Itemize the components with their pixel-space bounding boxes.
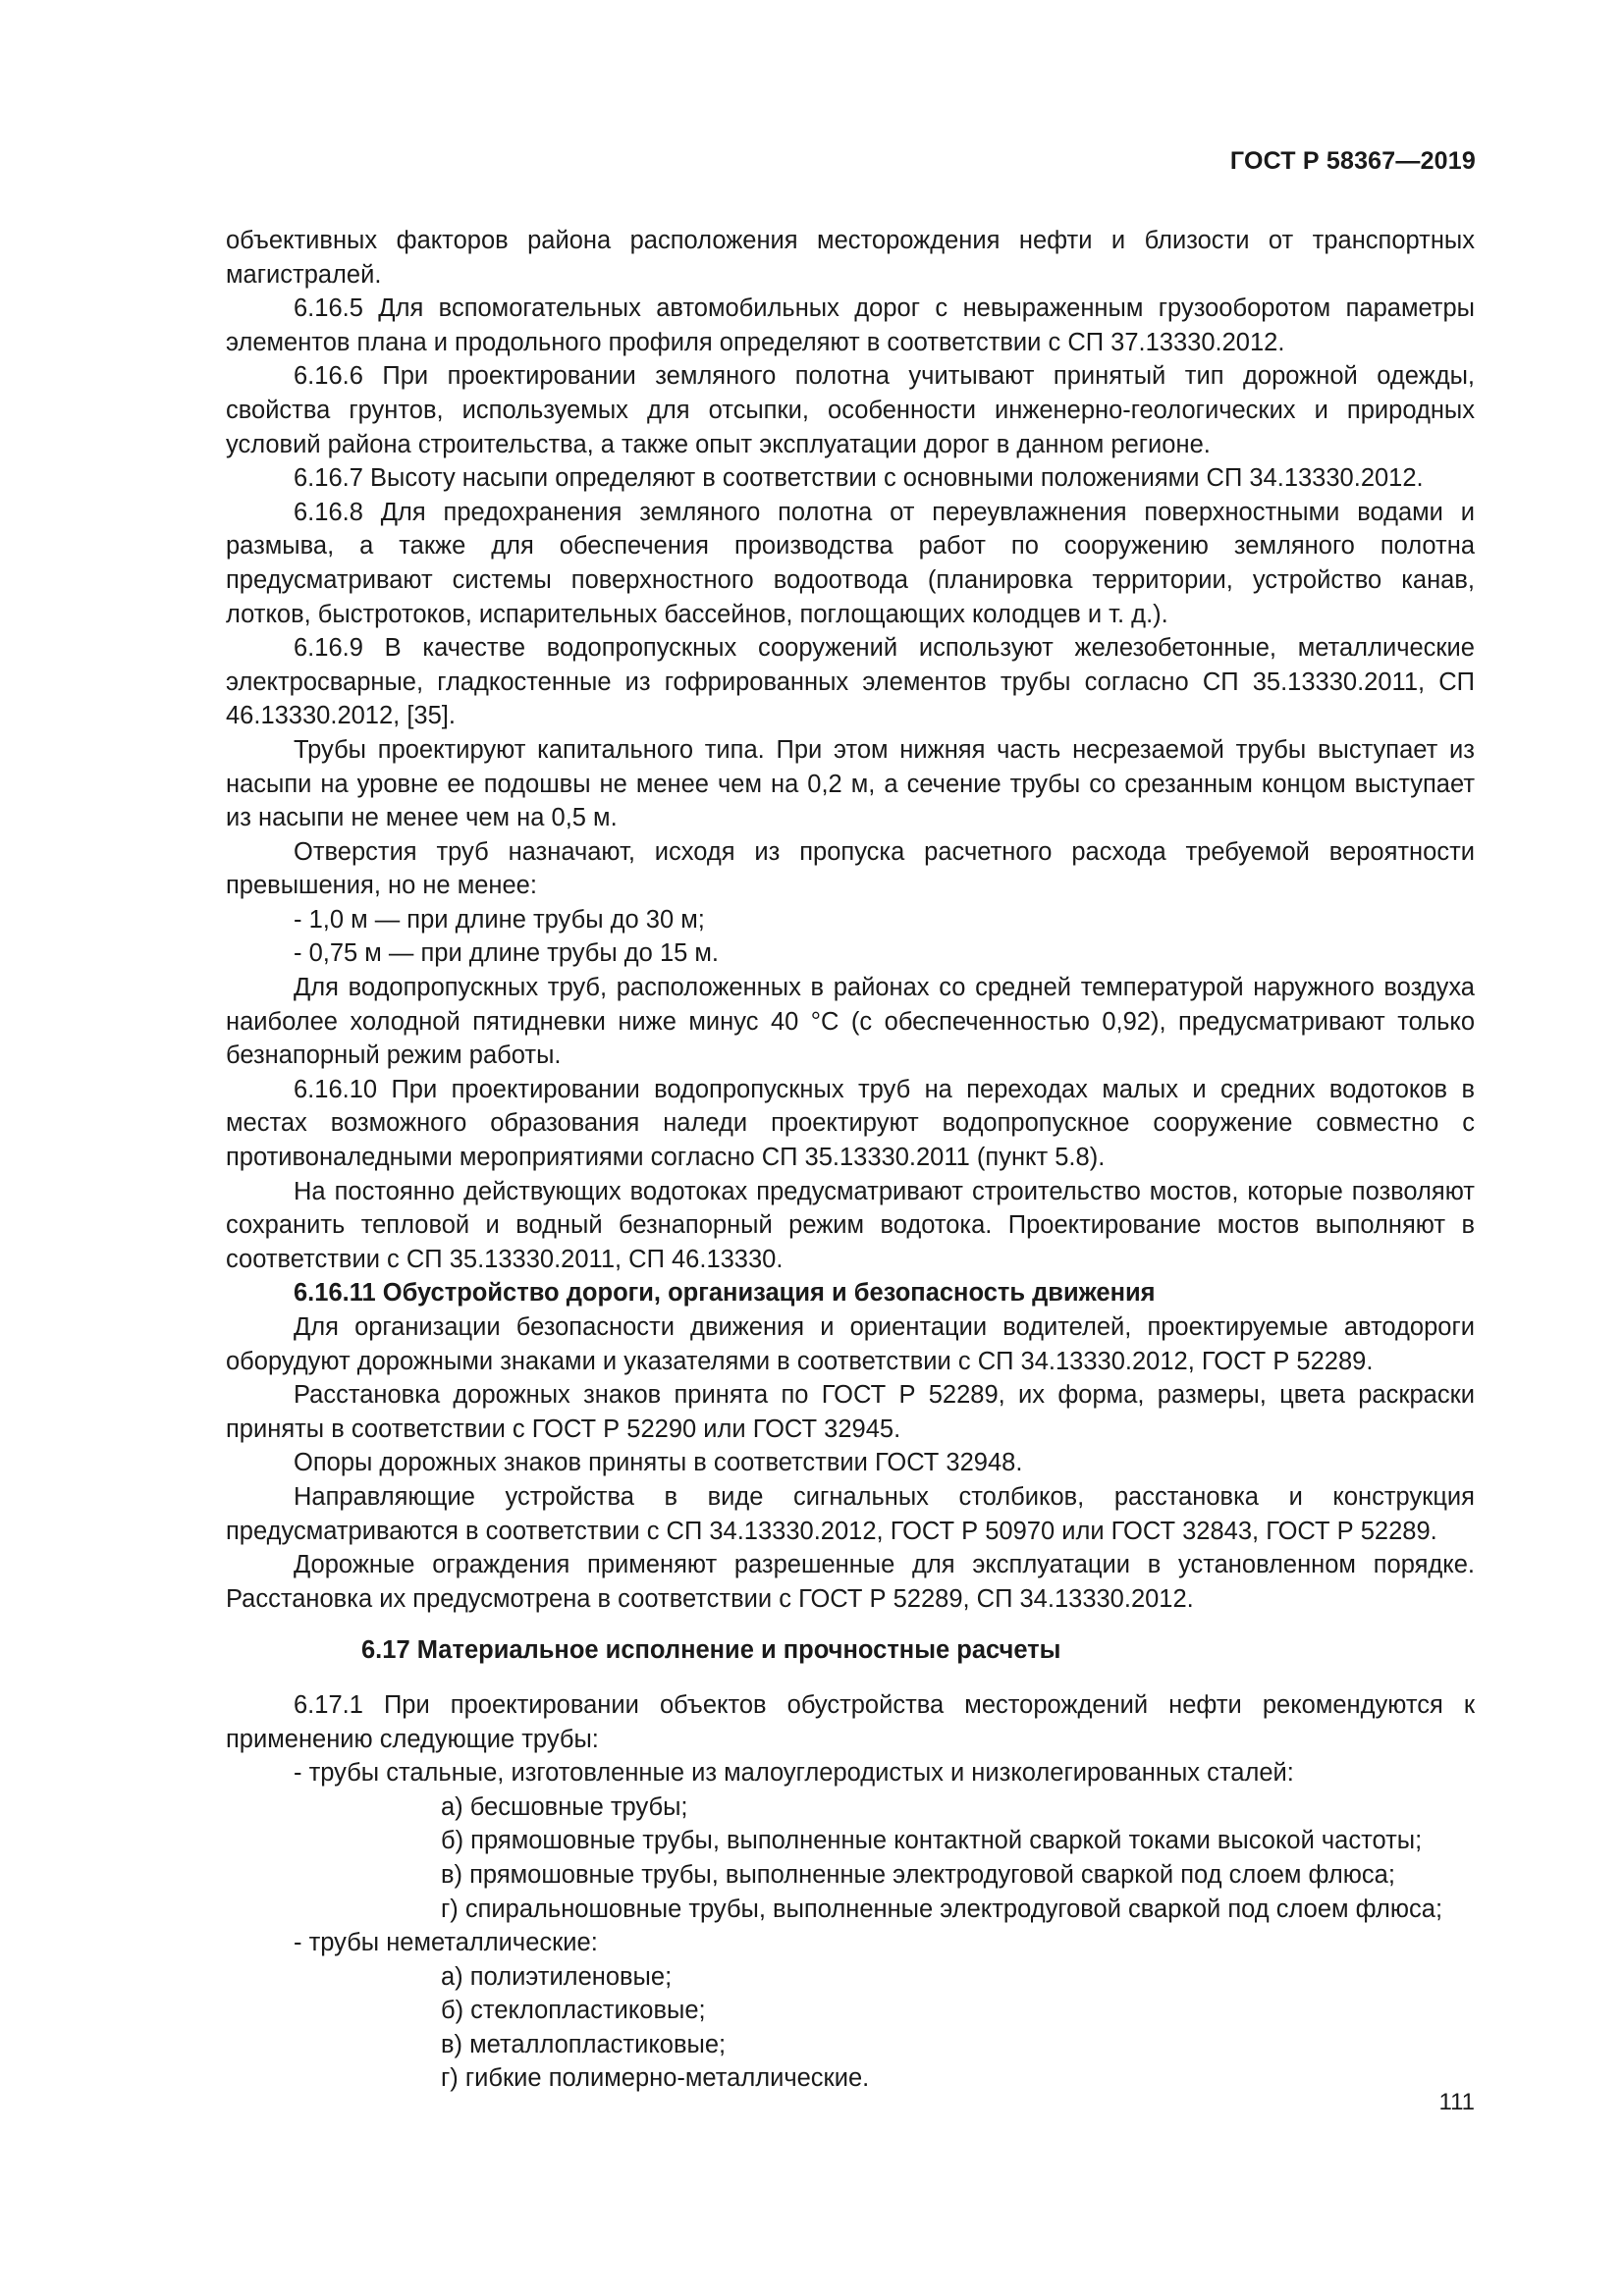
list-subitem: б) прямошовные трубы, выполненные контактной сваркой токами высокой частоты; [441,1827,1423,1855]
paragraph-6-16-10: 6.16.10 При проектировании водопропускных труб на переходах малых и средних водотоков в местах возможного образования наледи проектируют водопропускное сооружение совместно с противоналедными мероприятиями согласно СП 35.13330.2011 (пункт 5.8). [226,1075,1475,1172]
list-subitem: б) стеклопластиковые; [441,1997,706,2025]
section-heading-text: 6.17 Материальное исполнение и прочностные расчеты [361,1636,1061,1665]
paragraph: Направляющие устройства в виде сигнальных столбиков, расстановка и конструкция предусматриваются в соответствии с СП 34.13330.2012, ГОСТ Р 50970 или ГОСТ 32843, ГОСТ Р 52289. [226,1482,1475,1545]
paragraph: объективных факторов района расположения месторождения нефти и близости от транспортных магистралей. [226,227,1475,289]
paragraph-6-16-9: 6.16.9 В качестве водопропускных сооружений используют железобетонные, металлические электросварные, гладкостенные из гофрированных элементов трубы согласно СП 35.13330.2011, СП 46.13330.2012, [35]. [226,634,1475,730]
page-number: 111 [1438,2089,1475,2115]
paragraph: Для организации безопасности движения и ориентации водителей, проектируемые автодороги оборудуют дорожными знаками и указателями в соответствии с СП 34.13330.2012, ГОСТ Р 52289. [226,1313,1475,1375]
paragraph-6-16-8: 6.16.8 Для предохранения земляного полотна от переувлажнения поверхностными водами и размыва, а также для обеспечения производства работ по сооружению земляного полотна предусматривают системы поверхностного водоотвода (планировка территории, устройство канав, лотков, быстротоков, испарительных бассейнов, поглощающих колодцев и т. д.). [226,498,1475,628]
paragraph: Расстановка дорожных знаков принята по ГОСТ Р 52289, их форма, размеры, цвета раскраски приняты в соответствии с ГОСТ Р 52290 или ГОСТ 32945. [226,1381,1475,1443]
section-heading-6-17 [226,1633,1475,1668]
paragraph-6-16-5: 6.16.5 Для вспомогательных автомобильных дорог с невыраженным грузооборотом параметры элементов плана и продольного профиля определяют в соответствии с СП 37.13330.2012. [226,294,1475,356]
paragraph-6-16-6: 6.16.6 При проектировании земляного полотна учитывают принятый тип дорожной одежды, свойства грунтов, используемых для отсыпки, особенности инженерно-геологических и природных условий района строительства, а также опыт эксплуатации дорог в данном регионе. [226,362,1475,458]
list-subitem: г) гибкие полимерно-металлические. [441,2064,870,2093]
document-body [226,224,1475,2096]
paragraph-6-16-7: 6.16.7 Высоту насыпи определяют в соответствии с основными положениями СП 34.13330.2012. [294,464,1424,493]
list-subitem: в) прямошовные трубы, выполненные электродуговой сваркой под слоем флюса; [441,1860,1395,1889]
list-subitem: а) бесшовные трубы; [441,1792,688,1821]
paragraph: Отверстия труб назначают, исходя из пропуска расчетного расхода требуемой вероятности превышения, но не менее: [226,837,1475,900]
paragraph: Опоры дорожных знаков приняты в соответствии ГОСТ 32948. [294,1449,1023,1477]
paragraph: Для водопропускных труб, расположенных в районах со средней температурой наружного воздуха наиболее холодной пятидневки ниже минус 40 °С (с обеспеченностью 0,92), предусматривают только безнапорный режим работы. [226,974,1475,1070]
paragraph: Дорожные ограждения применяют разрешенные для эксплуатации в установленном порядке. Расстановка их предусмотрена в соответствии с ГОСТ Р 52289, СП 34.13330.2012. [226,1551,1475,1613]
list-subitem: а) полиэтиленовые; [441,1962,673,1991]
document-code-header: ГОСТ Р 58367—2019 [1229,147,1476,175]
list-subitem: в) металлопластиковые; [441,2030,727,2058]
list-item: - трубы неметаллические: [294,1929,598,1957]
paragraph: На постоянно действующих водотоках предусматривают строительство мостов, которые позволяют сохранить тепловой и водный безнапорный режим водотока. Проектирование мостов выполняют в соответствии с СП 35.13330.2011, СП 46.13330. [226,1177,1475,1273]
paragraph: Трубы проектируют капитального типа. При этом нижняя часть несрезаемой трубы выступает из насыпи на уровне ее подошвы не менее чем на 0,2 м, а сечение трубы со срезанным концом выступает из насыпи не менее чем на 0,5 м. [226,735,1475,832]
list-item: - 1,0 м — при длине трубы до 30 м; [294,905,705,934]
paragraph-6-17-1: 6.17.1 При проектировании объектов обустройства месторождений нефти рекомендуются к применению следующие трубы: [226,1690,1475,1753]
list-item: - 0,75 м — при длине трубы до 15 м. [294,939,720,968]
list-item: - трубы стальные, изготовленные из малоуглеродистых и низколегированных сталей: [294,1759,1294,1788]
subsection-heading-6-16-11: 6.16.11 Обустройство дороги, организация и безопасность движения [294,1279,1156,1308]
list-subitem: г) спиральношовные трубы, выполненные электродуговой сваркой под слоем флюса; [441,1895,1443,1923]
